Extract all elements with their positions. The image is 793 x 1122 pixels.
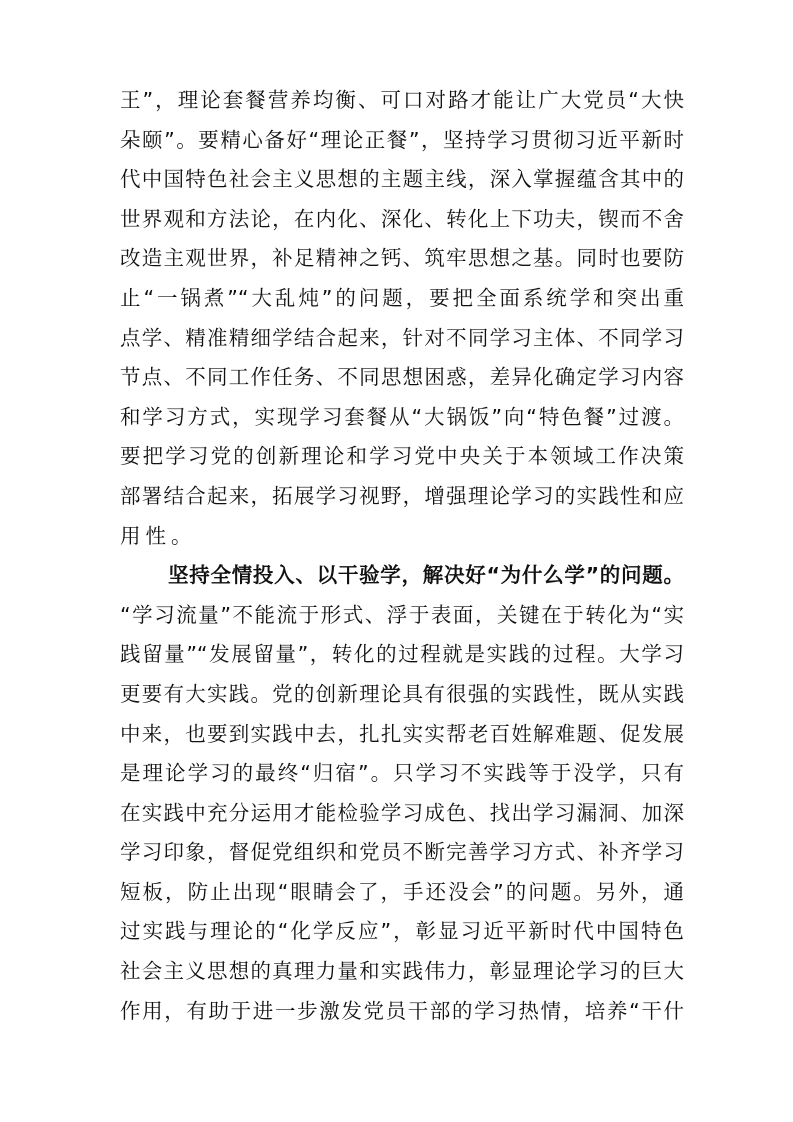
text-line: 中来，也要到实践中去，扎扎实实帮老百姓解难题、促发展 (120, 721, 684, 746)
text-line: 部署结合起来，拓展学习视野，增强理论学习的实践性和应 (120, 483, 684, 508)
text-line: 更要有大实践。党的创新理论具有很强的实践性，既从实践 (120, 681, 684, 706)
text-line: 代中国特色社会主义思想的主题主线，深入掌握蕴含其中的 (120, 167, 684, 192)
text-line: 节点、不同工作任务、不同思想困惑，差异化确定学习内容 (120, 365, 684, 390)
text-line: 过实践与理论的“化学反应”，彰显习近平新时代中国特色 (120, 919, 684, 944)
text-line: 要把学习党的创新理论和学习党中央关于本领域工作决策 (120, 444, 684, 469)
text-line: 改造主观世界，补足精神之钙、筑牢思想之基。同时也要防 (120, 246, 684, 271)
text-line: 社会主义思想的真理力量和实践伟力，彰显理论学习的巨大 (120, 959, 684, 984)
text-line: 践留量”“发展留量”，转化的过程就是实践的过程。大学习 (120, 642, 684, 667)
text-line: 点学、精准精细学结合起来，针对不同学习主体、不同学习 (120, 325, 684, 350)
text-line: 学习印象，督促党组织和党员不断完善学习方式、补齐学习 (120, 840, 684, 865)
document-page (120, 81, 684, 1031)
paragraph-2 (120, 556, 684, 1031)
text-line: 在实践中充分运用才能检验学习成色、找出学习漏洞、加深 (120, 800, 684, 825)
text-line: 止“一锅煮”“大乱炖”的问题，要把全面系统学和突出重 (120, 285, 684, 310)
text-line: 短板，防止出现“眼睛会了，手还没会”的问题。另外，通 (120, 879, 684, 904)
paragraph-1 (120, 81, 684, 556)
paragraph-heading: 坚持全情投入、以干验学，解决好“为什么学”的问题。 (168, 563, 684, 588)
text-line: 王”，理论套餐营养均衡、可口对路才能让广大党员“大快 (120, 88, 684, 112)
text-line: 作用，有助于进一步激发党员干部的学习热情，培养“干什 (120, 998, 684, 1023)
text-line: 和学习方式，实现学习套餐从“大锅饭”向“特色餐”过渡。 (120, 404, 684, 429)
text-line: 朵颐”。要精心备好“理论正餐”，坚持学习贯彻习近平新时 (120, 127, 684, 152)
text-line: 是理论学习的最终“归宿”。只学习不实践等于没学，只有 (120, 761, 684, 786)
text-line: 用性。 (120, 523, 197, 548)
text-line: 世界观和方法论，在内化、深化、转化上下功夫，锲而不舍 (120, 206, 684, 231)
text-line: “学习流量”不能流于形式、浮于表面，关键在于转化为“实 (120, 602, 684, 627)
